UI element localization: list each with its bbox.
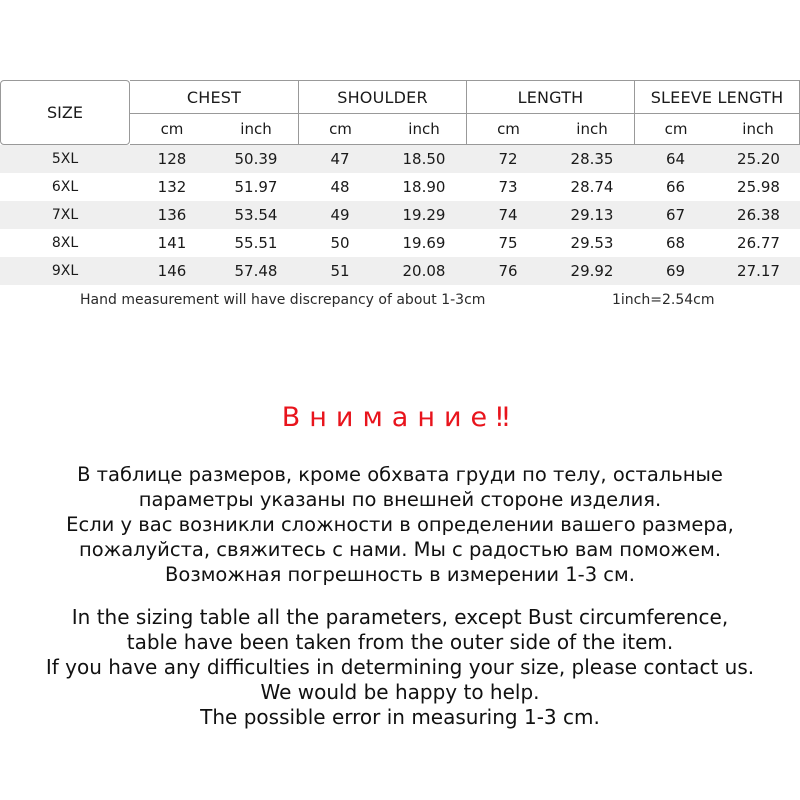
table-row — [0, 257, 800, 285]
attention-heading: Внимание‼ — [281, 402, 519, 433]
size-cell: 7XL — [0, 201, 130, 229]
value-cell: 26.38 — [717, 201, 800, 229]
size-cell: 5XL — [0, 145, 130, 173]
value-cell: 27.17 — [717, 257, 800, 285]
value-cell: 136 — [130, 201, 214, 229]
value-cell: 51 — [298, 257, 382, 285]
size-table — [0, 80, 800, 285]
table-row — [0, 229, 800, 257]
value-cell: 57.48 — [214, 257, 298, 285]
value-cell: 146 — [130, 257, 214, 285]
unit-header: inch — [382, 114, 466, 145]
value-cell: 74 — [466, 201, 550, 229]
value-cell: 28.35 — [550, 145, 634, 173]
shoulder-header: SHOULDER — [298, 80, 466, 114]
english-notice-line: We would be happy to help. — [260, 680, 540, 704]
russian-notice-line: пожалуйста, свяжитесь с нами. Мы с радостью вам поможем. — [78, 538, 722, 561]
unit-header: cm — [634, 114, 717, 145]
russian-notice-line: параметры указаны по внешней стороне изделия. — [138, 488, 662, 511]
table-row — [0, 173, 800, 201]
value-cell: 29.92 — [550, 257, 634, 285]
value-cell: 141 — [157, 234, 187, 252]
value-cell: 68 — [665, 234, 686, 252]
value-cell: 25.20 — [717, 145, 800, 173]
value-cell: 28.74 — [570, 178, 614, 196]
table-row — [0, 201, 800, 229]
russian-notice — [0, 462, 800, 587]
value-cell: 25.98 — [737, 178, 780, 196]
size-cell: 9XL — [0, 257, 130, 285]
unit-header: inch — [717, 114, 800, 145]
size-chart — [0, 80, 800, 285]
russian-notice-line: В таблице размеров, кроме обхвата груди по телу, остальные — [77, 463, 723, 486]
header-row-groups — [0, 80, 800, 114]
value-cell: 75 — [498, 234, 518, 252]
measurement-note-row — [0, 292, 800, 314]
size-cell: 8XL — [51, 235, 79, 251]
value-cell: 76 — [466, 257, 550, 285]
value-cell: 29.53 — [570, 234, 614, 252]
value-cell: 47 — [298, 145, 382, 173]
value-cell: 72 — [466, 145, 550, 173]
value-cell: 73 — [498, 178, 518, 196]
english-notice-line: The possible error in measuring 1-3 cm. — [200, 705, 600, 729]
unit-header: cm — [298, 114, 382, 145]
value-cell: 49 — [298, 201, 382, 229]
unit-header: cm — [466, 114, 550, 145]
value-cell: 18.50 — [382, 145, 466, 173]
value-cell: 29.13 — [550, 201, 634, 229]
english-notice-line: In the sizing table all the parameters, except Bust circumference, — [71, 605, 729, 629]
size-cell: 6XL — [51, 179, 79, 195]
value-cell: 132 — [157, 178, 187, 196]
chest-header: CHEST — [130, 80, 298, 114]
value-cell: 26.77 — [737, 234, 780, 252]
russian-notice-line: Возможная погрешность в измерении 1-3 см. — [165, 563, 635, 586]
value-cell: 128 — [130, 145, 214, 173]
value-cell: 53.54 — [214, 201, 298, 229]
value-cell: 20.08 — [382, 257, 466, 285]
unit-header: cm — [130, 114, 214, 145]
value-cell: 67 — [634, 201, 717, 229]
value-cell: 69 — [634, 257, 717, 285]
table-row — [0, 145, 800, 173]
discrepancy-note: Hand measurement will have discrepancy of about 1-3cm — [80, 292, 486, 308]
unit-header: inch — [550, 114, 634, 145]
value-cell: 50.39 — [214, 145, 298, 173]
value-cell: 51.97 — [234, 178, 278, 196]
english-notice-line: table have been taken from the outer side of the item. — [126, 630, 674, 654]
sleeve-length-header: SLEEVE LENGTH — [634, 80, 800, 114]
russian-notice-line: Если у вас возникли сложности в определении вашего размера, — [66, 513, 734, 536]
english-notice-line: If you have any difficulties in determining your size, please contact us. — [45, 655, 755, 679]
english-notice — [0, 605, 800, 730]
value-cell: 48 — [330, 178, 350, 196]
value-cell: 50 — [330, 234, 350, 252]
value-cell: 19.29 — [382, 201, 466, 229]
value-cell: 18.90 — [402, 178, 446, 196]
inch-conversion-note: 1inch=2.54cm — [612, 292, 715, 308]
value-cell: 55.51 — [234, 234, 278, 252]
unit-header: inch — [214, 114, 298, 145]
size-column-header: SIZE — [0, 80, 130, 145]
value-cell: 66 — [665, 178, 686, 196]
value-cell: 19.69 — [402, 234, 446, 252]
value-cell: 64 — [634, 145, 717, 173]
length-header: LENGTH — [466, 80, 634, 114]
